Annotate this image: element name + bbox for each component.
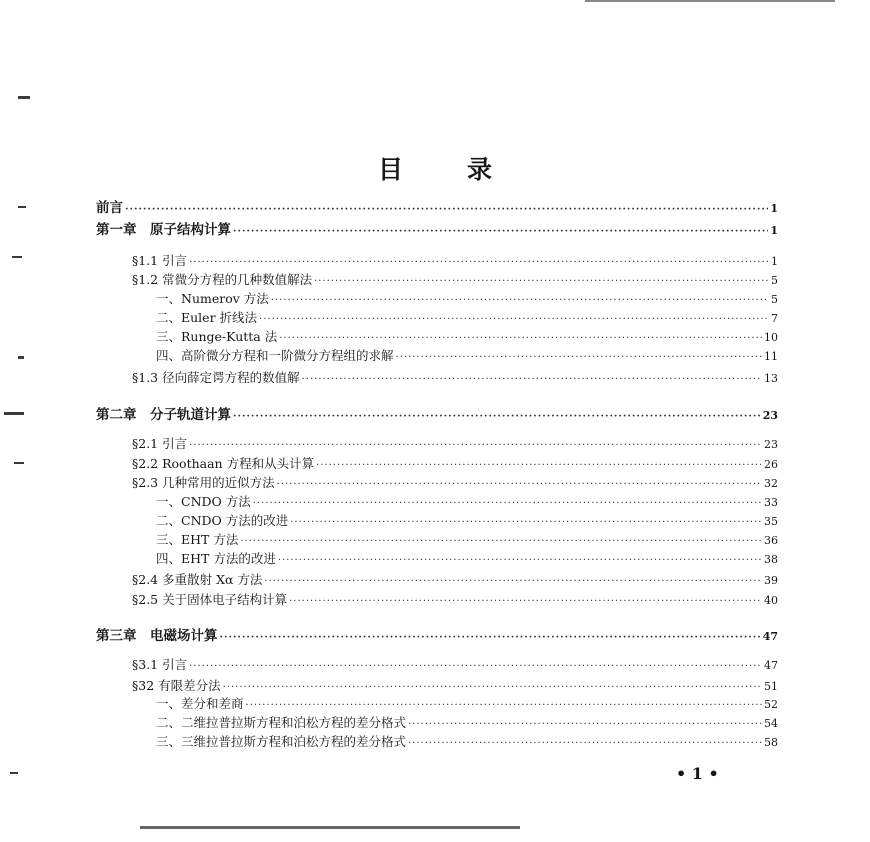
toc-entry xyxy=(132,272,778,288)
toc-entry-page: 58 xyxy=(764,736,778,749)
toc-entry-label: §2.2 Roothaan 方程和从头计算 xyxy=(132,456,315,471)
toc-entry-page: 1 xyxy=(771,255,778,268)
toc-entry-label: §2.5 关于固体电子结构计算 xyxy=(132,592,288,607)
toc-entry-label: §1.3 径向薛定谔方程的数值解 xyxy=(132,370,300,385)
toc-entry-page: 38 xyxy=(764,553,778,566)
dot-leader xyxy=(278,553,762,569)
toc-entry-label: 四、高阶微分方程和一阶微分方程组的求解 xyxy=(156,348,394,363)
dot-leader xyxy=(277,477,762,493)
dot-leader xyxy=(240,534,762,550)
toc-entry-page: 52 xyxy=(764,698,778,711)
dot-leader xyxy=(314,274,769,290)
toc-entry xyxy=(156,696,778,712)
title-char-right: 录 xyxy=(467,155,493,184)
dot-leader xyxy=(396,350,762,366)
toc-entry xyxy=(96,222,778,238)
toc-entry-label: 第二章 分子轨道计算 xyxy=(96,407,231,423)
toc-entry-label: 三、三维拉普拉斯方程和泊松方程的差分格式 xyxy=(156,734,407,749)
toc-entry-label: 二、Euler 折线法 xyxy=(156,310,258,325)
toc-entry xyxy=(132,657,778,673)
toc-entry-page: 1 xyxy=(770,202,778,215)
dot-leader xyxy=(233,224,768,240)
toc-entry xyxy=(132,678,778,694)
dot-leader xyxy=(271,293,769,309)
dot-leader xyxy=(289,594,762,610)
dot-leader xyxy=(220,630,761,646)
toc-entry-page: 51 xyxy=(764,680,778,693)
toc-entry xyxy=(156,494,778,510)
toc-entry xyxy=(132,572,778,588)
toc-entry xyxy=(96,628,778,644)
toc-entry-page: 26 xyxy=(764,458,778,471)
toc-entry-page: 13 xyxy=(764,372,778,385)
dot-leader xyxy=(408,717,762,733)
toc-entry-label: 第一章 原子结构计算 xyxy=(96,222,231,238)
toc-entry-label: 一、CNDO 方法 xyxy=(156,494,251,509)
toc-entry-page: 1 xyxy=(770,224,778,237)
toc-entry-label: §2.3 几种常用的近似方法 xyxy=(132,475,275,490)
dot-leader xyxy=(264,574,762,590)
toc-entry xyxy=(156,513,778,529)
toc-entry xyxy=(132,370,778,386)
dot-leader xyxy=(302,372,762,388)
toc-entry-page: 23 xyxy=(762,409,778,422)
toc-entry xyxy=(156,532,778,548)
toc-entry-page: 10 xyxy=(764,331,778,344)
toc-entry xyxy=(132,456,778,472)
toc-entry-page: 33 xyxy=(764,496,778,509)
dot-leader xyxy=(246,698,762,714)
toc-entry-page: 11 xyxy=(764,350,778,363)
toc-entry xyxy=(156,329,778,345)
toc-entry-label: §2.4 多重散射 Xα 方法 xyxy=(132,572,263,587)
toc-entry-page: 23 xyxy=(764,438,778,451)
toc-entry xyxy=(96,407,778,423)
toc-entry-page: 5 xyxy=(771,274,778,287)
dot-leader xyxy=(253,496,762,512)
toc-entry-label: 一、Numerov 方法 xyxy=(156,291,269,306)
toc-entry-label: 一、差分和差商 xyxy=(156,696,244,711)
toc-entry-label: §32 有限差分法 xyxy=(132,678,221,693)
toc-entry xyxy=(156,348,778,364)
dot-leader xyxy=(189,659,762,675)
toc-entry-label: 三、EHT 方法 xyxy=(156,532,239,547)
toc-entry xyxy=(132,475,778,491)
toc-entry-label: 第三章 电磁场计算 xyxy=(96,628,218,644)
page-number: • 1 • xyxy=(676,764,719,783)
toc-entry xyxy=(132,253,778,269)
toc-entry-page: 39 xyxy=(764,574,778,587)
toc-entry-page: 54 xyxy=(764,717,778,730)
dot-leader xyxy=(279,331,762,347)
toc-entry xyxy=(156,310,778,326)
toc-entry-label: §1.2 常微分方程的几种数值解法 xyxy=(132,272,313,287)
dot-leader xyxy=(189,438,762,454)
toc-entry-page: 47 xyxy=(764,659,778,672)
dot-leader xyxy=(189,255,769,271)
dot-leader xyxy=(408,736,762,752)
dot-leader xyxy=(233,409,761,425)
toc-entry-page: 32 xyxy=(764,477,778,490)
toc-entry-page: 40 xyxy=(764,594,778,607)
dot-leader xyxy=(125,202,768,218)
toc-entry-label: 二、CNDO 方法的改进 xyxy=(156,513,289,528)
toc-entry xyxy=(156,291,778,307)
dot-leader xyxy=(223,680,762,696)
toc-entry xyxy=(96,200,778,216)
title-char-left: 目 xyxy=(377,155,403,184)
toc-entry xyxy=(156,734,778,750)
toc-entry-page: 5 xyxy=(771,293,778,306)
dot-leader xyxy=(290,515,762,531)
toc-entry xyxy=(132,592,778,608)
toc-entry-label: 前言 xyxy=(96,200,123,216)
toc-entry-page: 7 xyxy=(771,312,778,325)
toc-entry xyxy=(156,715,778,731)
toc-entry-page: 35 xyxy=(764,515,778,528)
toc-entry-label: §1.1 引言 xyxy=(132,253,188,268)
dot-leader xyxy=(316,458,762,474)
toc-entry-label: §2.1 引言 xyxy=(132,436,188,451)
toc-entry-page: 47 xyxy=(762,630,778,643)
toc-entry-label: 四、EHT 方法的改进 xyxy=(156,551,276,566)
dot-leader xyxy=(259,312,769,328)
toc-entry-label: 三、Runge-Kutta 法 xyxy=(156,329,278,344)
toc-entry xyxy=(156,551,778,567)
toc-entry-label: §3.1 引言 xyxy=(132,657,188,672)
toc-entry-page: 36 xyxy=(764,534,778,547)
toc-entry-label: 二、二维拉普拉斯方程和泊松方程的差分格式 xyxy=(156,715,407,730)
toc-entry xyxy=(132,436,778,452)
